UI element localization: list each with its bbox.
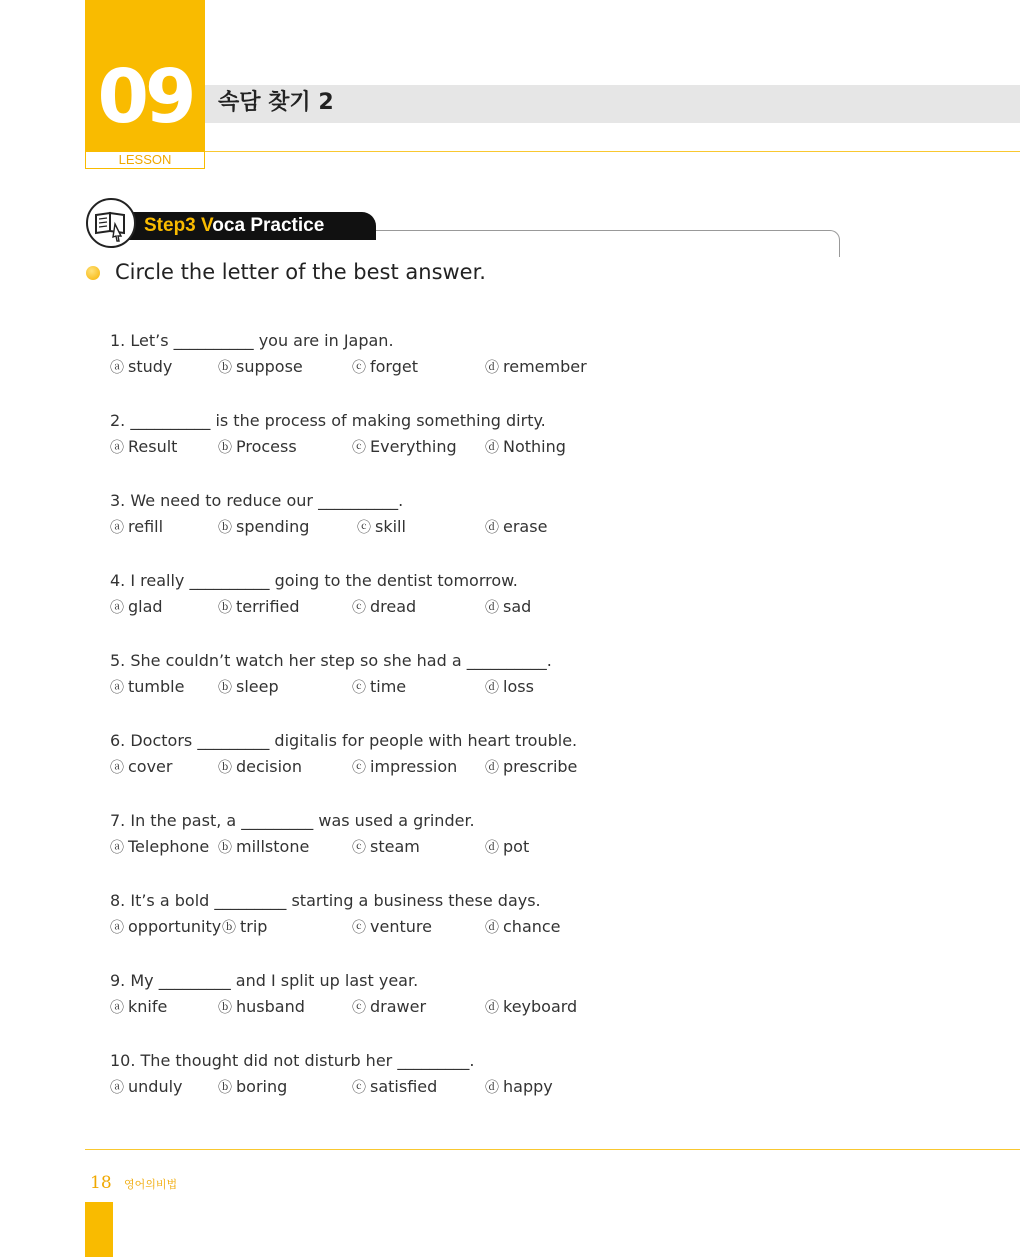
option-letter: ⓒ [352, 760, 366, 776]
option-letter: ⓐ [110, 440, 124, 456]
answer-option[interactable] [110, 997, 167, 1018]
option-letter: ⓒ [357, 520, 371, 536]
option-label: drawer [370, 997, 427, 1016]
option-label: loss [503, 677, 534, 696]
option-label: millstone [236, 837, 310, 856]
option-letter: ⓑ [218, 680, 232, 696]
answer-option[interactable] [485, 997, 577, 1018]
option-label: opportunity [128, 917, 222, 936]
option-letter: ⓑ [218, 840, 232, 856]
option-label: study [128, 357, 173, 376]
option-label: time [370, 677, 407, 696]
answer-option[interactable] [218, 837, 309, 858]
option-letter: ⓐ [110, 920, 124, 936]
option-label: glad [128, 597, 163, 616]
option-label: decision [236, 757, 302, 776]
option-label: cover [128, 757, 173, 776]
answer-option[interactable] [218, 517, 309, 538]
answer-option[interactable] [485, 597, 531, 618]
option-letter: ⓒ [352, 1080, 366, 1096]
option-letter: ⓐ [110, 1000, 124, 1016]
option-letter: ⓓ [485, 1080, 499, 1096]
question-2: 2. __________ is the process of making something dirty. [110, 411, 546, 430]
option-letter: ⓐ [110, 360, 124, 376]
answer-option[interactable] [352, 917, 432, 938]
answer-option[interactable] [218, 437, 297, 458]
option-label: sad [503, 597, 532, 616]
option-letter: ⓓ [485, 920, 499, 936]
answer-option[interactable] [110, 677, 184, 698]
option-letter: ⓒ [352, 440, 366, 456]
answer-option[interactable] [485, 677, 534, 698]
answer-option[interactable] [352, 757, 457, 778]
question-5: 5. She couldn’t watch her step so she had a __________. [110, 651, 552, 670]
answer-option[interactable] [485, 357, 587, 378]
option-letter: ⓒ [352, 360, 366, 376]
answer-option[interactable] [352, 597, 416, 618]
option-label: Nothing [503, 437, 566, 456]
answer-option[interactable] [218, 1077, 287, 1098]
option-label: Telephone [128, 837, 210, 856]
answer-option[interactable] [218, 757, 302, 778]
book-title: 영어의비법 [124, 1178, 178, 1191]
option-letter: ⓐ [110, 520, 124, 536]
option-label: unduly [128, 1077, 183, 1096]
option-label: spending [236, 517, 310, 536]
answer-option[interactable] [352, 437, 457, 458]
option-letter: ⓐ [110, 1080, 124, 1096]
option-label: boring [236, 1077, 288, 1096]
question-10: 10. The thought did not disturb her _________. [110, 1051, 475, 1070]
option-letter: ⓐ [110, 840, 124, 856]
answer-option[interactable] [110, 437, 177, 458]
page-title: 속담 찾기 2 [218, 90, 334, 115]
option-letter: ⓒ [352, 920, 366, 936]
question-9: 9. My _________ and I split up last year. [110, 971, 419, 990]
option-letter: ⓑ [218, 760, 232, 776]
question-6: 6. Doctors _________ digitalis for people with heart trouble. [110, 731, 578, 750]
option-letter: ⓓ [485, 600, 499, 616]
option-letter: ⓒ [352, 680, 366, 696]
option-letter: ⓓ [485, 760, 499, 776]
option-label: skill [375, 517, 406, 536]
option-label: sleep [236, 677, 279, 696]
answer-option[interactable] [218, 997, 305, 1018]
answer-option[interactable] [110, 757, 172, 778]
option-label: terrified [236, 597, 300, 616]
question-4: 4. I really __________ going to the dentist tomorrow. [110, 571, 518, 590]
option-label: Result [128, 437, 178, 456]
option-letter: ⓑ [218, 1000, 232, 1016]
footer-accent [85, 1202, 113, 1257]
option-letter: ⓐ [110, 760, 124, 776]
answer-option[interactable] [352, 357, 418, 378]
option-letter: ⓐ [110, 680, 124, 696]
step-rule [376, 230, 828, 231]
option-label: suppose [236, 357, 303, 376]
answer-option[interactable] [485, 1077, 553, 1098]
answer-option[interactable] [222, 917, 267, 938]
option-letter: ⓐ [110, 600, 124, 616]
option-letter: ⓓ [485, 680, 499, 696]
answer-option[interactable] [218, 597, 300, 618]
header-divider [205, 151, 1020, 152]
option-letter: ⓒ [352, 1000, 366, 1016]
answer-option[interactable] [357, 517, 406, 538]
answer-option[interactable] [485, 437, 566, 458]
option-letter: ⓓ [485, 520, 499, 536]
question-1: 1. Let’s __________ you are in Japan. [110, 331, 394, 350]
option-letter: ⓑ [218, 600, 232, 616]
option-letter: ⓒ [352, 840, 366, 856]
option-letter: ⓑ [222, 920, 236, 936]
answer-option[interactable] [110, 917, 221, 938]
bullet-icon [86, 266, 100, 280]
option-label: chance [503, 917, 561, 936]
option-label: keyboard [503, 997, 578, 1016]
answer-option[interactable] [218, 357, 303, 378]
option-label: satisfied [370, 1077, 438, 1096]
question-8: 8. It’s a bold _________ starting a business these days. [110, 891, 541, 910]
option-label: husband [236, 997, 305, 1016]
option-label: trip [240, 917, 268, 936]
answer-option[interactable] [110, 357, 172, 378]
answer-option[interactable] [110, 837, 209, 858]
answer-option[interactable] [352, 677, 406, 698]
option-letter: ⓑ [218, 440, 232, 456]
footer-divider [85, 1149, 1020, 1150]
step-heading: Step3 Voca Practice [144, 215, 325, 236]
question-3: 3. We need to reduce our __________. [110, 491, 404, 510]
lesson-number: 09 [97, 54, 193, 140]
option-label: knife [128, 997, 168, 1016]
book-icon [86, 198, 136, 248]
option-label: happy [503, 1077, 553, 1096]
option-label: dread [370, 597, 417, 616]
option-label: Process [236, 437, 297, 456]
option-letter: ⓓ [485, 440, 499, 456]
answer-option[interactable] [218, 677, 279, 698]
option-letter: ⓒ [352, 600, 366, 616]
option-letter: ⓓ [485, 1000, 499, 1016]
instruction-text: Circle the letter of the best answer. [115, 260, 486, 284]
option-letter: ⓑ [218, 520, 232, 536]
answer-option[interactable] [110, 597, 163, 618]
option-letter: ⓑ [218, 1080, 232, 1096]
answer-option[interactable] [352, 997, 426, 1018]
option-letter: ⓑ [218, 360, 232, 376]
option-label: pot [503, 837, 530, 856]
answer-option[interactable] [485, 517, 547, 538]
answer-option[interactable] [485, 917, 561, 938]
option-letter: ⓓ [485, 840, 499, 856]
option-label: remember [503, 357, 587, 376]
answer-option[interactable] [352, 1077, 437, 1098]
option-label: tumble [128, 677, 185, 696]
lesson-label: LESSON [85, 152, 205, 169]
question-7: 7. In the past, a _________ was used a grinder. [110, 811, 475, 830]
page-number: 18 [90, 1173, 112, 1193]
option-label: Everything [370, 437, 457, 456]
option-label: prescribe [503, 757, 578, 776]
answer-option[interactable] [485, 837, 529, 858]
answer-option[interactable] [485, 757, 577, 778]
option-label: forget [370, 357, 418, 376]
option-label: steam [370, 837, 420, 856]
option-letter: ⓓ [485, 360, 499, 376]
answer-option[interactable] [110, 1077, 183, 1098]
step-rule-corner [826, 230, 840, 257]
option-label: erase [503, 517, 548, 536]
answer-option[interactable] [352, 837, 420, 858]
option-label: venture [370, 917, 432, 936]
answer-option[interactable] [110, 517, 163, 538]
option-label: impression [370, 757, 458, 776]
option-label: refill [128, 517, 164, 536]
